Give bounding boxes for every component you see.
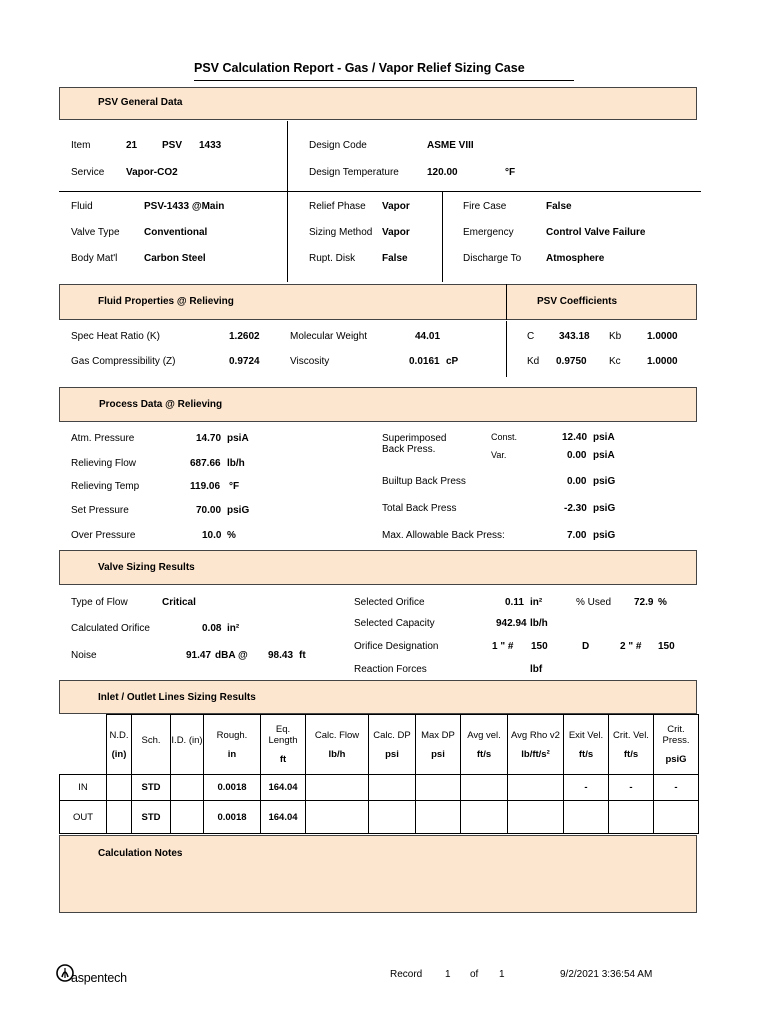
table-cell: 0.0018 [204,775,261,801]
kb-label: Kb [609,331,622,342]
fluid-label: Fluid [71,201,93,212]
divider [287,192,288,282]
item-number: 21 [126,140,138,151]
relief-phase-label: Relief Phase [309,201,366,212]
over-pressure-label: Over Pressure [71,530,136,541]
divider [506,321,507,377]
column-header-label: Avg vel. [467,729,501,741]
column-header-label: N.D. [109,729,129,741]
column-header [508,715,564,775]
divider [506,284,507,320]
relieving-temp-label: Relieving Temp [71,481,140,492]
column-header [306,715,369,775]
noise-distance: 98.43 [268,650,294,661]
reaction-forces-unit: lbf [530,664,543,675]
column-header-label: Eq. Length [268,724,298,746]
column-header [107,715,132,775]
column-header-label: I.D. (in) [171,735,203,746]
column-header [416,715,461,775]
table-row [60,775,699,801]
column-header-label: Avg Rho v2 [511,729,560,741]
column-header-unit: psi [385,748,399,760]
noise-label: Noise [71,650,97,661]
record-label: Record [390,969,423,980]
atm-pressure-value: 14.70 [196,433,222,444]
discharge-value: Atmosphere [546,253,605,264]
design-code-value: ASME VIII [427,140,474,151]
table-cell [171,775,204,801]
const-unit: psiA [593,432,615,443]
selected-capacity-value: 942.94 [496,618,527,629]
table-corner [60,715,107,775]
table-cell [609,801,654,834]
max-bp-label: Max. Allowable Back Press: [382,530,505,541]
section-coeff-header: PSV Coefficients [537,296,618,307]
rupture-disk-label: Rupt. Disk [309,253,356,264]
table-row [60,801,699,834]
total-bp-unit: psiG [593,503,616,514]
title-underline [194,80,574,81]
outlet-size: 2 " # [620,641,642,652]
column-header-unit: psi [431,748,445,760]
column-header-unit: ft/s [623,748,639,760]
emergency-label: Emergency [463,227,514,238]
relieving-temp-unit: °F [229,481,240,492]
noise-unit: dBA @ [215,650,248,661]
viscosity-value: 0.0161 [409,356,440,367]
noise-value: 91.47 [186,650,212,661]
column-header [171,715,204,775]
record-total: 1 [499,969,505,980]
column-header-unit: (in) [111,748,127,760]
calc-orifice-unit: in² [227,623,240,634]
column-header-unit: psiG [665,754,687,765]
relieving-flow-unit: lb/h [227,458,245,469]
table-cell [107,775,132,801]
service-value: Vapor-CO2 [126,167,178,178]
section-notes: Calculation Notes [59,835,697,913]
const-value: 12.40 [562,432,588,443]
section-sizing-header: Valve Sizing Results [59,550,697,585]
column-header-unit: ft [279,754,287,765]
k-value: 1.2602 [229,331,260,342]
column-header-label: Rough. [216,729,248,741]
table-cell [461,801,508,834]
z-value: 0.9724 [229,356,260,367]
column-header-label: Calc. Flow [314,729,360,741]
design-temp-value: 120.00 [427,167,458,178]
design-code-label: Design Code [309,140,367,151]
table-header-row [60,715,699,775]
table-cell [416,775,461,801]
total-bp-label: Total Back Press [382,503,457,514]
row-label: IN [60,775,107,801]
builtup-value: 0.00 [567,476,587,487]
relieving-flow-label: Relieving Flow [71,458,137,469]
table-cell: - [564,775,609,801]
table-cell: - [654,775,699,801]
column-header-label: Exit Vel. [568,729,604,741]
design-temp-label: Design Temperature [309,167,399,178]
column-header-unit: ft/s [578,748,594,760]
table-cell: STD [132,801,171,834]
table-cell [107,801,132,834]
divider [59,191,701,192]
table-cell [171,801,204,834]
item-label: Item [71,140,91,151]
selected-capacity-label: Selected Capacity [354,618,435,629]
max-bp-value: 7.00 [567,530,587,541]
section-fluid-header: Fluid Properties @ Relieving PSV Coefficients [59,284,697,320]
valve-type-value: Conventional [144,227,208,238]
over-pressure-unit: % [227,530,236,541]
page-title: PSV Calculation Report - Gas / Vapor Relief Sizing Case [194,61,525,75]
column-header-unit: ft/s [476,748,492,760]
flow-type-value: Critical [162,597,196,608]
outlet-rating: 150 [658,641,675,652]
table-cell: 0.0018 [204,801,261,834]
column-header [132,715,171,775]
lines-sizing-table [59,714,699,834]
row-label: OUT [60,801,107,834]
c-label: C [527,331,535,342]
var-value: 0.00 [567,450,587,461]
selected-orifice-unit: in² [530,597,543,608]
mw-label: Molecular Weight [290,331,368,342]
reaction-forces-label: Reaction Forces [354,664,427,675]
viscosity-label: Viscosity [290,356,330,367]
fire-case-value: False [546,201,572,212]
selected-orifice-label: Selected Orifice [354,597,425,608]
kc-label: Kc [609,356,621,367]
table-cell [564,801,609,834]
column-header [609,715,654,775]
table-cell [508,775,564,801]
percent-used-unit: % [658,597,667,608]
table-cell [461,775,508,801]
rupture-disk-value: False [382,253,408,264]
of-label: of [470,969,479,980]
service-label: Service [71,167,105,178]
sizing-method-label: Sizing Method [309,227,373,238]
body-material-value: Carbon Steel [144,253,206,264]
section-general-header: PSV General Data [59,87,697,120]
section-process-header: Process Data @ Relieving [59,387,697,422]
table-cell [654,801,699,834]
calc-orifice-label: Calculated Orifice [71,623,150,634]
calc-orifice-value: 0.08 [202,623,222,634]
column-header-unit: in [227,748,237,760]
column-header [261,715,306,775]
atm-pressure-unit: psiA [227,433,249,444]
report-timestamp: 9/2/2021 3:36:54 AM [560,969,653,980]
noise-distance-unit: ft [299,650,306,661]
section-lines-header: Inlet / Outlet Lines Sizing Results [59,680,697,714]
discharge-label: Discharge To [463,253,522,264]
design-temp-unit: °F [505,167,516,178]
table-cell: 164.04 [261,801,306,834]
column-header-label: Max DP [421,729,455,741]
c-value: 343.18 [559,331,590,342]
k-label: Spec Heat Ratio (K) [71,331,160,342]
selected-capacity-unit: lb/h [530,618,548,629]
const-label: Const. [491,432,518,442]
table-cell [306,801,369,834]
column-header-label: Calc. DP [373,729,411,741]
viscosity-unit: cP [446,356,459,367]
kc-value: 1.0000 [647,356,678,367]
item-id: 1433 [199,140,222,151]
relief-phase-value: Vapor [382,201,410,212]
percent-used-value: 72.9 [634,597,654,608]
over-pressure-value: 10.0 [202,530,222,541]
inlet-rating: 150 [531,641,548,652]
valve-type-label: Valve Type [71,227,120,238]
column-header-unit: lb/ft/s² [521,748,550,760]
superimposed-label-2: Back Press. [382,444,436,455]
z-label: Gas Compressibility (Z) [71,356,176,367]
divider [287,121,288,191]
total-bp-value: -2.30 [564,503,587,514]
orifice-designation-label: Orifice Designation [354,641,439,652]
selected-orifice-value: 0.11 [505,597,524,608]
table-cell [369,775,416,801]
sizing-method-value: Vapor [382,227,410,238]
max-bp-unit: psiG [593,530,616,541]
table-cell [369,801,416,834]
table-cell [416,801,461,834]
column-header-label: Sch. [141,735,161,746]
record-number: 1 [445,969,451,980]
superimposed-label: Superimposed [382,433,447,444]
fire-case-label: Fire Case [463,201,507,212]
atm-pressure-label: Atm. Pressure [71,433,135,444]
aspentech-logo-text: aspentech [71,971,127,985]
column-header-label: Crit. Vel. [613,729,649,741]
emergency-value: Control Valve Failure [546,227,646,238]
percent-used-label: % Used [576,597,612,608]
item-tag: PSV [162,140,183,151]
kd-label: Kd [527,356,540,367]
body-material-label: Body Mat'l [71,253,118,264]
column-header [564,715,609,775]
column-header [461,715,508,775]
builtup-label: Builtup Back Press [382,476,466,487]
set-pressure-unit: psiG [227,505,250,516]
kd-value: 0.9750 [556,356,587,367]
set-pressure-value: 70.00 [196,505,222,516]
table-cell: - [609,775,654,801]
relieving-temp-value: 119.06 [190,481,221,492]
flow-type-label: Type of Flow [71,597,128,608]
column-header-label: Crit. Press. [662,724,690,746]
divider [442,192,443,282]
column-header [204,715,261,775]
fluid-value: PSV-1433 @Main [144,201,225,212]
inlet-size: 1 " # [492,641,514,652]
table-cell: STD [132,775,171,801]
column-header [654,715,699,775]
var-label: Var. [491,450,507,460]
orifice-letter: D [582,641,590,652]
builtup-unit: psiG [593,476,616,487]
column-header [369,715,416,775]
var-unit: psiA [593,450,615,461]
table-cell [306,775,369,801]
set-pressure-label: Set Pressure [71,505,129,516]
mw-value: 44.01 [415,331,441,342]
column-header-unit: lb/h [328,748,346,760]
table-cell [508,801,564,834]
kb-value: 1.0000 [647,331,678,342]
relieving-flow-value: 687.66 [190,458,221,469]
table-cell: 164.04 [261,775,306,801]
